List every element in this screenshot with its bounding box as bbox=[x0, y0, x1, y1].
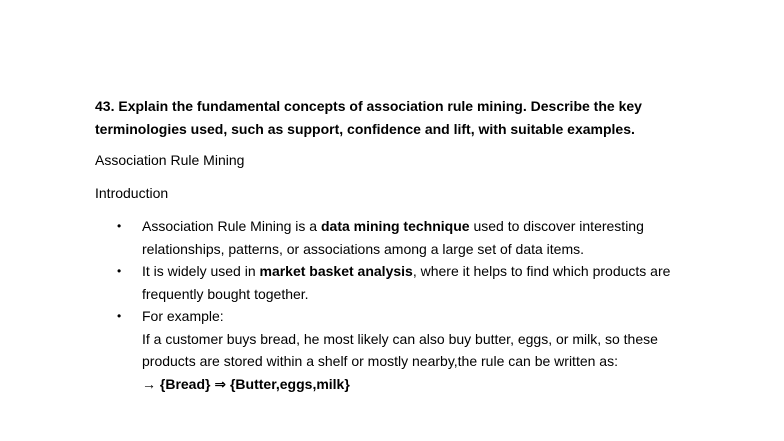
association-rule bbox=[142, 373, 735, 396]
bullet-marker: • bbox=[117, 219, 122, 233]
bullet-3-lead: For example: bbox=[142, 308, 224, 324]
list-item bbox=[95, 305, 735, 395]
bullet-2-bold: market basket analysis bbox=[259, 263, 413, 279]
bullet-2-line-1 bbox=[142, 260, 735, 283]
bullet-marker: • bbox=[117, 264, 122, 278]
bullet-1-text-end: used to discover interesting bbox=[469, 218, 644, 234]
bullet-3-line-2: If a customer buys bread, he most likely can also buy butter, eggs, or milk, so these bbox=[142, 330, 658, 347]
arrow-icon: → bbox=[142, 375, 160, 392]
question-line-1: 43. Explain the fundamental concepts of association rule mining. Describe the key bbox=[95, 98, 642, 114]
question-text bbox=[95, 95, 735, 141]
bullet-list bbox=[95, 215, 735, 395]
bullet-1-bold: data mining technique bbox=[320, 218, 470, 234]
rule-expression: {Bread} ⇒ {Butter,eggs,milk} bbox=[159, 375, 350, 392]
bullet-3-line-3: products are stored within a shelf or mostly nearby,the rule can be written as: bbox=[142, 353, 618, 369]
bullet-1-text: Association Rule Mining is a bbox=[142, 218, 321, 234]
bullet-1-line-1 bbox=[142, 215, 735, 238]
list-item bbox=[95, 215, 735, 260]
introduction-heading: Introduction bbox=[95, 185, 169, 201]
section-heading: Association Rule Mining bbox=[95, 152, 245, 168]
question-line-2: terminologies used, such as support, confidence and lift, with suitable examples. bbox=[95, 121, 635, 137]
bullet-2-text: It is widely used in bbox=[142, 263, 260, 279]
bullet-1-line-2: relationships, patterns, or associations among a large set of data items. bbox=[142, 240, 585, 257]
bullet-marker: • bbox=[117, 309, 122, 323]
bullet-2-line-2: frequently bought together. bbox=[142, 285, 309, 302]
bullet-2-text-end: , where it helps to find which products are bbox=[412, 263, 671, 279]
list-item bbox=[95, 260, 735, 305]
